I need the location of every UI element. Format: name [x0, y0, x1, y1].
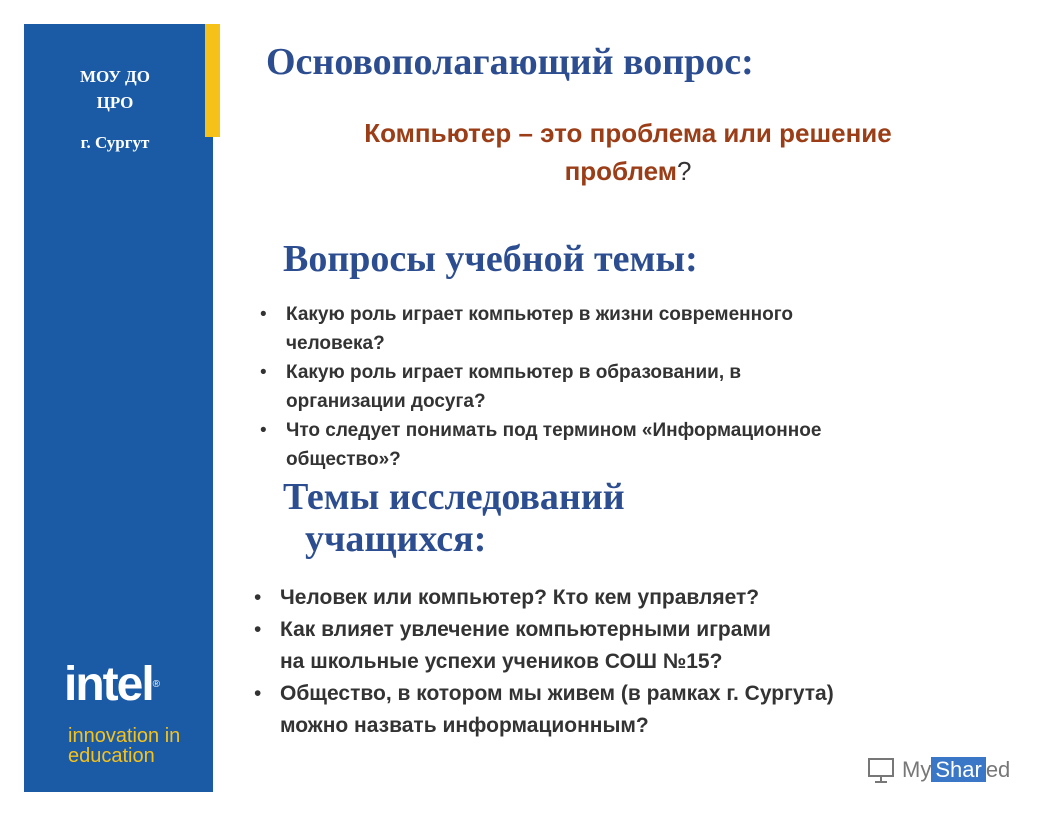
question-line2: проблем	[564, 156, 677, 186]
research-topic-list	[250, 582, 1010, 742]
list-item: • Какую роль играет компьютер в жизни современного человека?	[256, 300, 996, 358]
research-heading-line1: Темы исследований	[283, 476, 625, 518]
intel-logo-text: intel	[64, 658, 153, 711]
topic-heading: Вопросы учебной темы:	[283, 238, 698, 280]
presentation-icon	[866, 756, 896, 784]
watermark	[866, 756, 1010, 784]
list-item: • Общество, в котором мы живем (в рамках г. Сургута) можно назвать информационным?	[250, 678, 1010, 742]
org-line2: ЦРО	[96, 93, 134, 112]
topic-question-list	[256, 300, 996, 474]
list-item: • Человек или компьютер? Кто кем управляет?	[250, 582, 1010, 614]
tagline-line2: education	[68, 745, 155, 767]
question-line1: Компьютер – это проблема или решение	[364, 118, 892, 148]
accent-bar	[205, 24, 220, 137]
org-city: г. Сургут	[80, 133, 150, 152]
org-line1: МОУ ДО	[80, 67, 150, 86]
research-heading-line2: учащихся:	[305, 518, 487, 560]
organization-label	[40, 64, 190, 156]
page-title: Основополагающий вопрос:	[266, 41, 754, 83]
watermark-text: My Shar ed	[902, 757, 1011, 782]
registered-mark: ®	[152, 679, 161, 690]
tagline-line1: innovation in	[68, 725, 181, 747]
question-mark: ?	[676, 156, 692, 186]
research-heading	[283, 476, 625, 560]
essential-question	[288, 114, 968, 190]
intel-logo	[64, 660, 160, 710]
list-item: • Как влияет увлечение компьютерными играми на школьные успехи учеников СОШ №15?	[250, 614, 1010, 678]
list-item: • Что следует понимать под термином «Информационное общество»?	[256, 416, 996, 474]
list-item: • Какую роль играет компьютер в образовании, в организации досуга?	[256, 358, 996, 416]
intel-tagline	[68, 726, 180, 766]
